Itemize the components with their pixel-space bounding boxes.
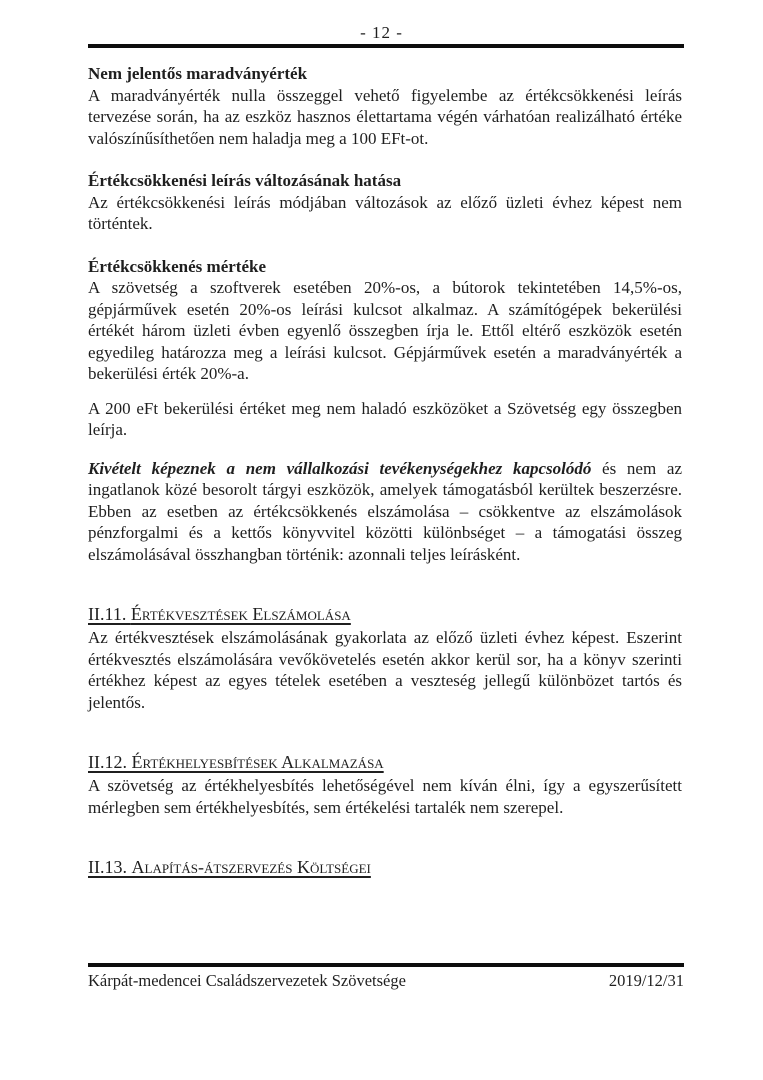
heading-section-II-13	[88, 855, 682, 880]
section-gap	[88, 818, 682, 855]
paragraph-exception	[88, 458, 682, 566]
section-II-11-title: Értékvesztések Elszámolása	[130, 604, 351, 624]
section-gap	[88, 149, 682, 170]
section-gap	[88, 713, 682, 750]
section-II-13-title: Alapítás-átszervezés Költségei	[131, 857, 371, 877]
section-II-13-number: II.13.	[88, 857, 132, 877]
paragraph-exception-rest: és nem az ingatlanok közé besorolt tárgyi eszközök, amelyek támogatásból kerültek beszerzésre. Ebben az esetben az értékcsökkenés elszámolása – csökkentve az elszámolások pénzforgalmi és a kettős könyvvitel közötti különbséget – a támogatási összeg elszámolásával összhangban történik: azonnali teljes leírásként.	[88, 458, 682, 564]
paragraph-residual-value: A maradványérték nulla összeggel vehető figyelembe az értékcsökkenési leírás tervezése során, ha az eszköz hasznos élettartama végén várhatóan realizálható értéke valószínűsíthetően nem haladja meg a 100 EFt-ot.	[88, 85, 682, 148]
paragraph-exception-lead: Kivételt képeznek a nem vállalkozási tevékenységekhez kapcsolódó	[88, 458, 592, 478]
heading-section-II-11	[88, 602, 682, 627]
paragraph-gap	[88, 441, 682, 458]
section-II-12-title: Értékhelyesbítések Alkalmazása	[131, 752, 384, 772]
page-number: - 12 -	[360, 23, 403, 42]
heading-depreciation-rate: Értékcsökkenés mértéke	[88, 256, 266, 276]
footer-organization: Kárpát-medencei Családszervezetek Szövetsége	[88, 971, 406, 990]
section-II-11-number: II.11.	[88, 604, 131, 624]
footer-row	[88, 970, 684, 992]
page-content	[88, 48, 682, 880]
paragraph-section-II-12: A szövetség az értékhelyesbítés lehetőségével nem kíván élni, így a egyszerűsített mérlegben sem értékhelyesbítés, sem értékelési tartalék nem szerepel.	[88, 776, 682, 817]
heading-section-II-12	[88, 750, 682, 775]
heading-residual-value: Nem jelentős maradványérték	[88, 64, 308, 83]
paragraph-gap	[88, 385, 682, 398]
paragraph-writeoff-200: A 200 eFt bekerülési értéket meg nem haladó eszközöket a Szövetség egy összegben leírja.	[88, 398, 682, 439]
section-gap	[88, 565, 682, 602]
paragraph-section-II-11: Az értékvesztések elszámolásának gyakorlata az előző üzleti évhez képest. Eszerint értékvesztés elszámolására vevőkövetelés esetén akkor kerül sor, ha a könyv szerinti értékhez képest az egyes tételek esetében a veszteség jellegű különbözet tartós és jelentős.	[88, 628, 682, 712]
section-II-12-number: II.12.	[88, 752, 132, 772]
section-gap	[88, 235, 682, 256]
page-footer	[88, 963, 684, 992]
footer-date: 2019/12/31	[608, 971, 684, 990]
heading-depreciation-change: Értékcsökkenési leírás változásának hatása	[88, 171, 402, 190]
footer-rule	[88, 963, 684, 967]
paragraph-depreciation-change: Az értékcsökkenési leírás módjában változások az előző üzleti évhez képest nem történtek.	[88, 192, 682, 233]
paragraph-depreciation-rate: A szövetség a szoftverek esetében 20%-os, a bútorok tekintetében 14,5%-os, gépjárművek esetén 20%-os leírási kulcsot alkalmaz. A számítógépek bekerülési értékét három üzleti évben egyenlő összegben írja le. Ettől eltérő eszközök esetén egyedileg határozza meg a leírási kulcsot. Gépjárművek esetén a maradványérték a bekerülési érték 20%-a.	[88, 278, 682, 383]
